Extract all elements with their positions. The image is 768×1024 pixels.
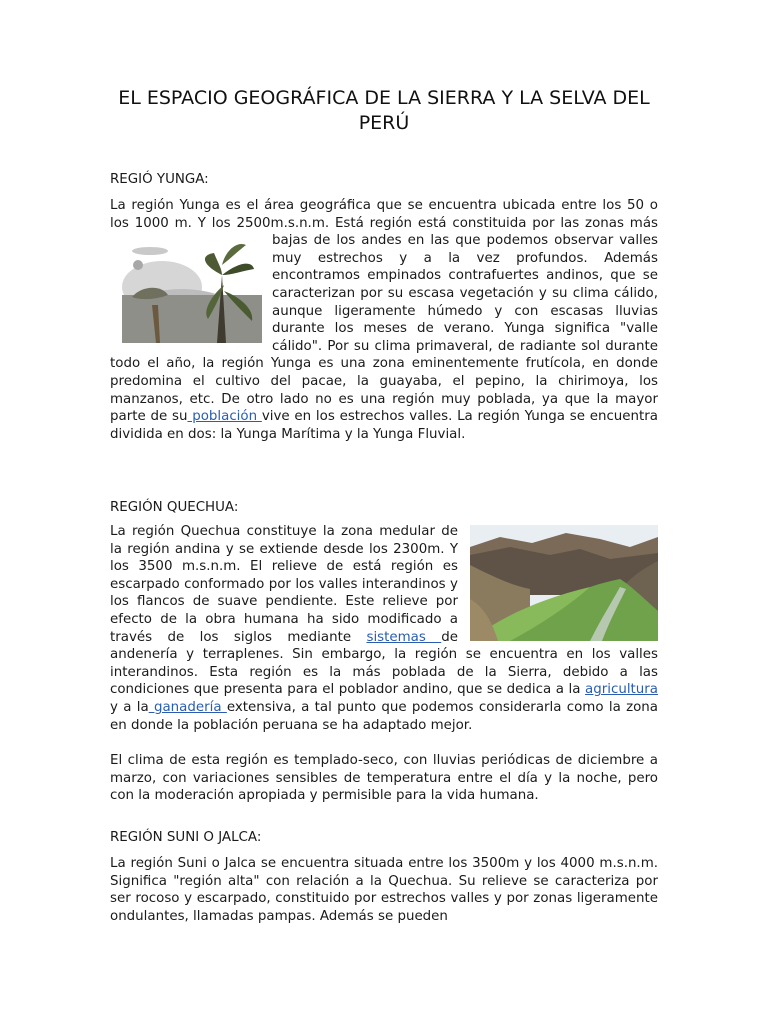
- page-title: EL ESPACIO GEOGRÁFICA DE LA SIERRA Y LA SELVA DEL PERÚ: [118, 87, 650, 134]
- section-heading-suni: REGIÓN SUNI O JALCA:: [110, 830, 262, 845]
- quechua-paragraph-2: El clima de esta región es templado-seco, con lluvias periódicas de diciembre a marzo, con variaciones sensibles de temperatura entre el día y la noche, pero con la moderación apropiada y permisible para la vida humana.: [110, 753, 658, 804]
- yunga-plant-image: [122, 235, 262, 343]
- quechua-valley-image: [470, 525, 658, 641]
- link-poblacion[interactable]: población: [187, 409, 262, 425]
- link-ganaderia[interactable]: ganadería: [148, 699, 227, 715]
- section-heading-quechua: REGIÓN QUECHUA:: [110, 500, 239, 515]
- suni-paragraph: La región Suni o Jalca se encuentra situada entre los 3500m y los 4000 m.s.n.m. Significa "región alta" con relación a la Quechua. Su relieve se caracteriza por ser rocoso y escarpado, constituido por estrechos valles y por zonas ligeramente ondulantes, llamadas pampas. Además se pueden: [110, 856, 658, 924]
- yunga-paragraph: La región Yunga es el área geográfica que se encuentra ubicada entre los 50 o los 1000 m. Y los 2500m.s.n.m. Está región está constituida por las zonas más bajas de los andes en las que podemos observar valles muy estrechos y a la vez profundos. Además encontramos empinados contrafuertes andinos, que se caracterizan por su escasa vegetación y su clima cálido, aunque ligeramente húmedo y con escasas lluvias durante los meses de verano. Yunga significa "valle cálido". Por su clima primaveral, de radiante sol durante todo el año, la región Yunga es una zona eminentemente frutícola, en donde predomina el cultivo del pacae, la guayaba, el pepino, la chirimoya, los manzanos, etc. De otro lado no es una región muy poblada, ya que la mayor parte de su población vive en los estrechos valles. La región Yunga se encuentra dividida en dos: la Yunga Marítima y la Yunga Fluvial.: [110, 198, 658, 442]
- link-sistemas[interactable]: sistemas: [366, 629, 442, 645]
- link-agricultura[interactable]: agricultura: [585, 682, 658, 698]
- quechua-paragraph-1: La región Quechua constituye la zona medular de la región andina y se extiende desde los 2300m. Y los 3500 m.s.n.m. El relieve de está región es escarpado conformado por los valles interandinos y los flancos de suave pendiente. Este relieve por efecto de la obra humana ha sido modificado a través de los siglos mediante sistemas de andenería y terraplenes. Sin embargo, la región se encuentra en los valles interandinos. Esta región es la más poblada de la Sierra, debido a las condiciones que presenta para el poblador andino, que se dedica a la agricultura y a la ganadería extensiva, a tal punto que podemos considerarla como la zona en donde la población peruana se ha adaptado mejor.: [110, 524, 658, 733]
- section-heading-yunga: REGIÓ YUNGA:: [110, 172, 209, 187]
